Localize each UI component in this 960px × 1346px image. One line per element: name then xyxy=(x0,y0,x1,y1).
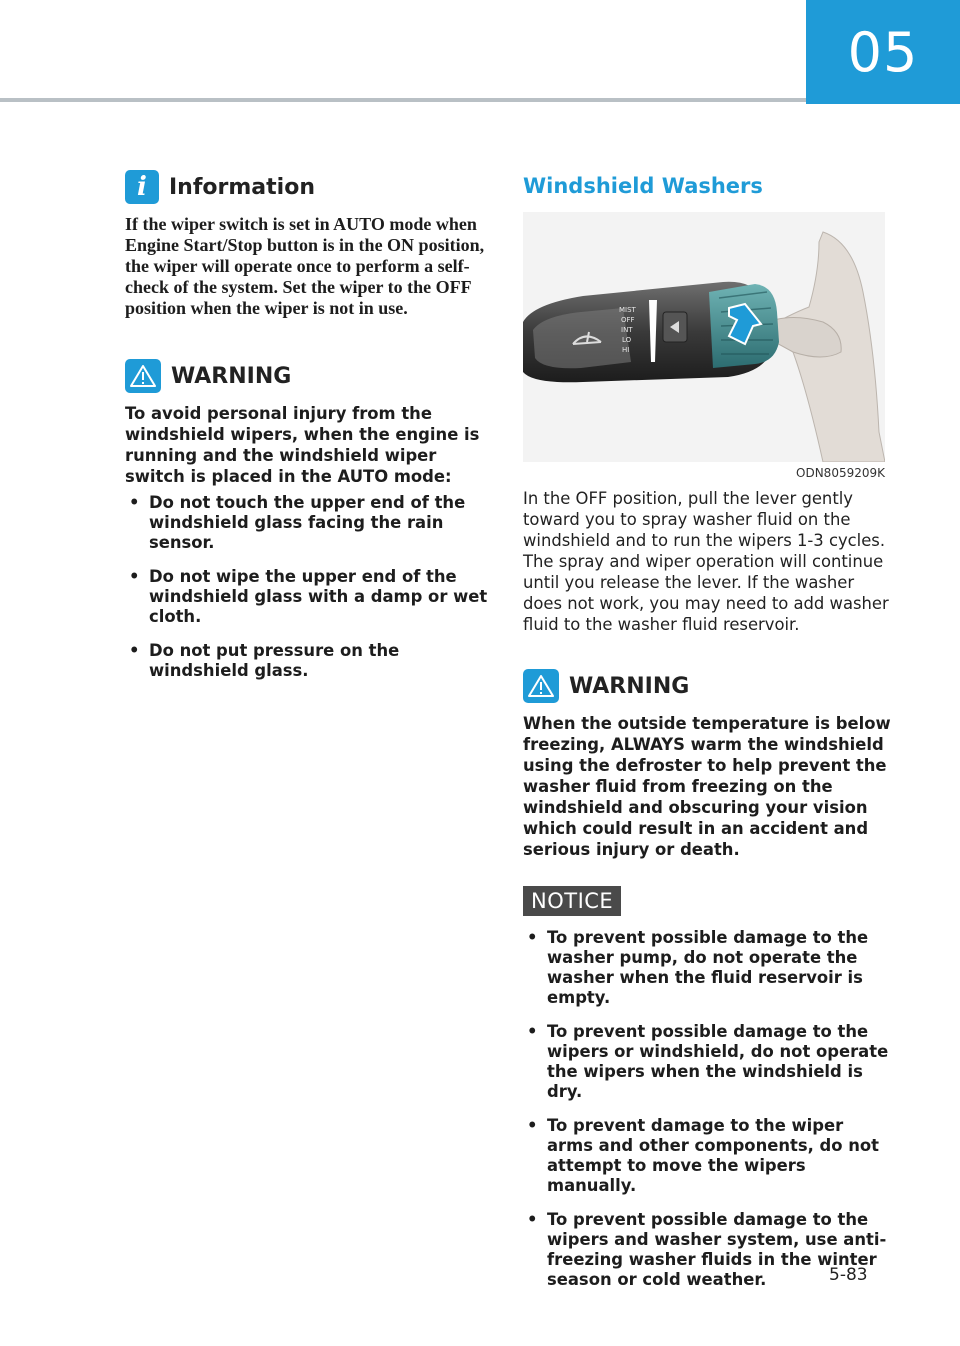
info-text: If the wiper switch is set in AUTO mode when Engine Start/Stop button is in the ON position, the wiper will operate once to perform a self-check of the system. Set the wiper to the OFF position when the wiper is not in use. xyxy=(125,214,485,318)
list-item: • Do not touch the upper end of the windshield glass facing the rain sensor. xyxy=(125,493,491,553)
list-item: • To prevent possible damage to the washer pump, do not operate the washer when the fluid reservoir is empty. xyxy=(523,928,893,1008)
warning-left-intro: To avoid personal injury from the windshield wipers, when the engine is running and the windshield wiper switch is placed in the AUTO mode: xyxy=(125,404,480,486)
warning-right-title xyxy=(523,669,893,703)
wiper-lever-figure xyxy=(523,212,885,462)
info-title-text: Information xyxy=(169,174,315,200)
lever-label-lo: LO xyxy=(622,336,632,344)
info-icon: i xyxy=(125,170,159,204)
list-item: • To prevent damage to the wiper arms and other components, do not attempt to move the wipers manually. xyxy=(523,1116,893,1196)
lever-label-mist: MIST xyxy=(619,306,636,314)
washers-body: In the OFF position, pull the lever gently toward you to spray washer fluid on the windshield and to run the wipers 1-3 cycles. The spray and wiper operation will continue until you release the lever. If the washer does not work, you may need to add washer fluid to the washer fluid reservoir. xyxy=(523,489,889,634)
list-item: • To prevent possible damage to the wipers or windshield, do not operate the wipers when the windshield is dry. xyxy=(523,1022,893,1102)
info-box-title xyxy=(125,170,491,204)
list-item: • Do not put pressure on the windshield glass. xyxy=(125,641,491,681)
notice-label: NOTICE xyxy=(523,886,621,916)
notice-list xyxy=(523,928,893,1290)
lever-label-off: OFF xyxy=(621,316,635,324)
warning-right-title-text: WARNING xyxy=(569,673,690,699)
chapter-tab: 05 xyxy=(806,0,960,104)
wiper-lever-illustration xyxy=(523,212,885,462)
warning-right-text: When the outside temperature is below freezing, ALWAYS warm the windshield using the defroster to help prevent the washer fluid from freezing on the windshield and obscuring your vision which could result in an accident and serious injury or death. xyxy=(523,714,891,859)
lever-label-hi: HI xyxy=(622,346,630,354)
warning-icon xyxy=(523,669,559,703)
warning-icon xyxy=(125,359,161,393)
list-item: • To prevent possible damage to the wipers and washer system, use anti-freezing washer fluids in the winter season or cold weather. xyxy=(523,1210,893,1290)
warning-left-title-text: WARNING xyxy=(171,363,292,389)
page-number: 5-83 xyxy=(829,1265,868,1285)
section-title: Windshield Washers xyxy=(523,174,763,198)
figure-caption: ODN8059209K xyxy=(796,466,885,480)
right-column xyxy=(523,170,893,1304)
warning-left-list xyxy=(125,493,491,681)
warning-left-title xyxy=(125,359,491,393)
header-rule xyxy=(0,98,806,102)
lever-label-int: INT xyxy=(621,326,633,334)
left-column xyxy=(125,170,491,695)
list-item: • Do not wipe the upper end of the windshield glass with a damp or wet cloth. xyxy=(125,567,491,627)
